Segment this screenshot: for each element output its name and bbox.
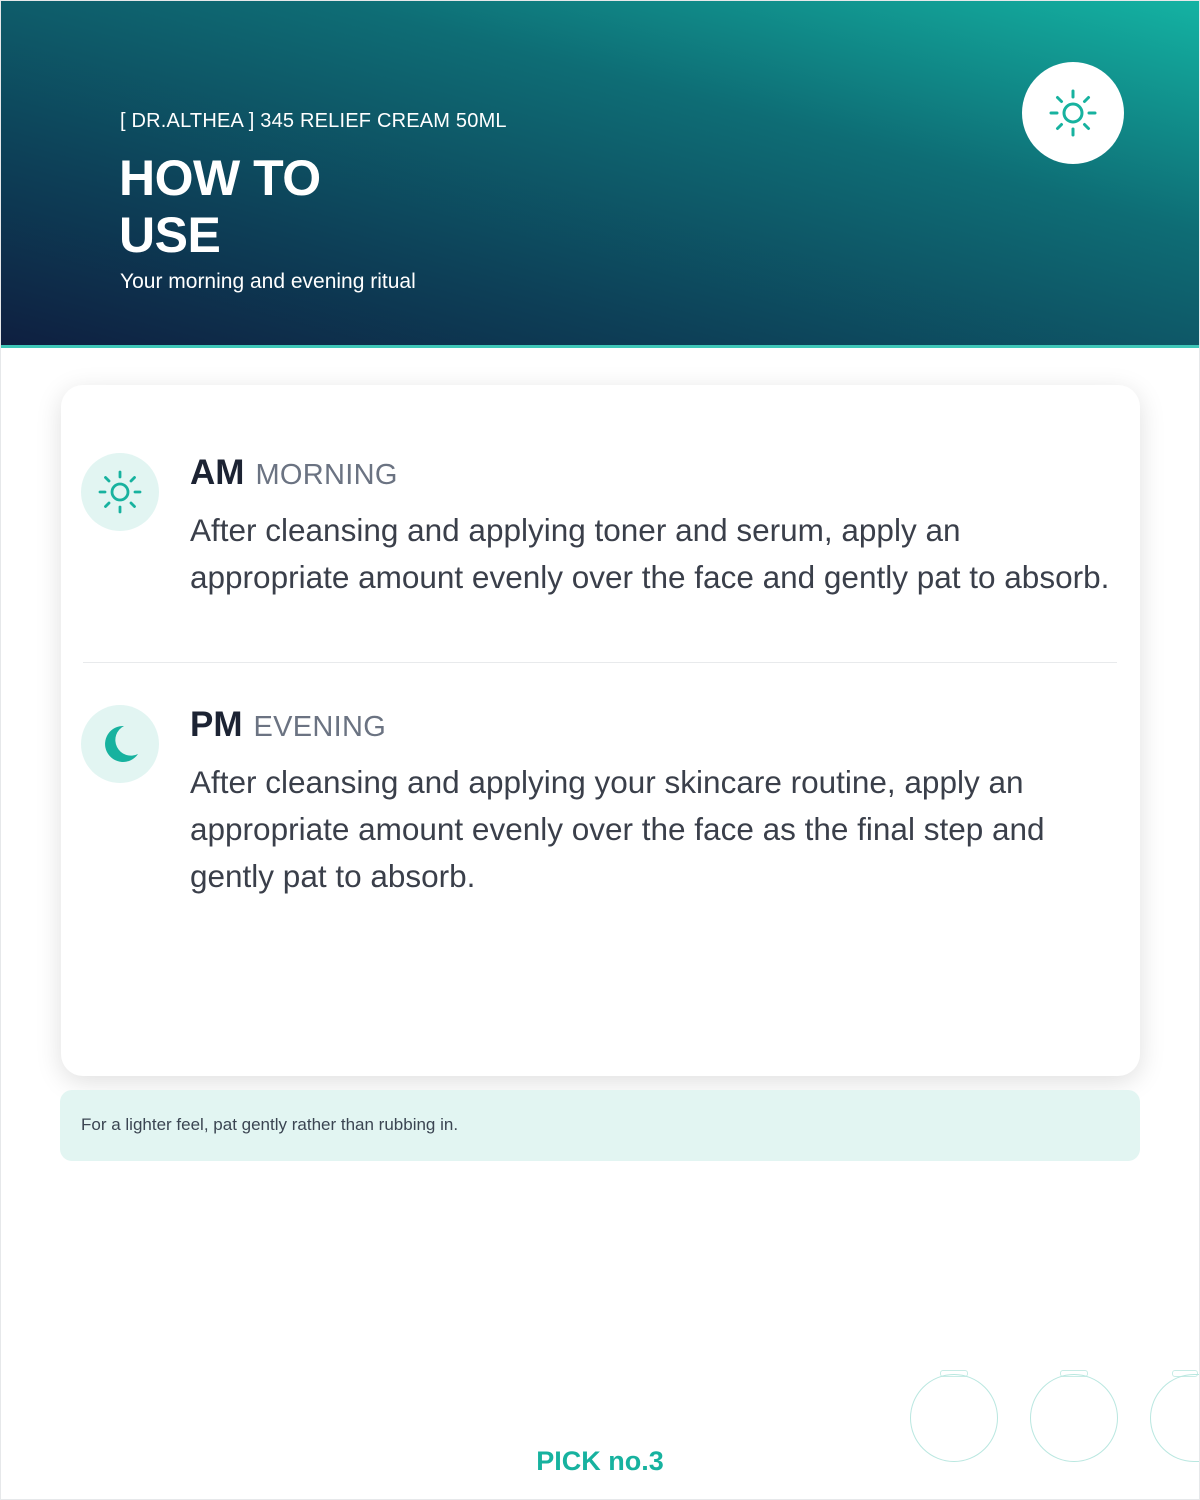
page-title-line-2: USE	[119, 207, 221, 263]
am-heading	[190, 453, 398, 493]
header-banner	[0, 0, 1200, 345]
pm-code: PM	[190, 705, 243, 744]
pm-icon-badge	[81, 705, 159, 783]
pick-label: PICK no.3	[536, 1446, 664, 1476]
am-code: AM	[190, 453, 245, 492]
am-instructions: After cleansing and applying toner and serum, apply an appropriate amount evenly over the face and gently pat to absorb.	[190, 512, 1110, 595]
tip-text: For a lighter feel, pat gently rather than rubbing in.	[81, 1115, 459, 1134]
routine-card	[61, 385, 1140, 1076]
sun-icon	[1045, 85, 1101, 141]
am-icon-badge	[81, 453, 159, 531]
pm-name: EVENING	[253, 711, 387, 743]
moon-icon	[94, 718, 146, 770]
page-title-line-1: HOW TO	[119, 150, 321, 206]
header-sun-badge	[1022, 62, 1124, 164]
routine-divider	[83, 662, 1117, 663]
am-name: MORNING	[255, 459, 398, 491]
pm-instructions: After cleansing and applying your skincare routine, apply an appropriate amount evenly over the face as the final step and gently pat to absorb.	[190, 764, 1045, 894]
sun-icon	[94, 466, 146, 518]
page-subtitle: Your morning and evening ritual	[120, 270, 416, 293]
product-name: [ DR.ALTHEA ] 345 RELIEF CREAM 50ML	[120, 110, 507, 132]
tip-box	[60, 1090, 1140, 1161]
pm-heading	[190, 705, 386, 745]
page-title	[119, 150, 321, 264]
header-accent-line	[0, 345, 1200, 348]
